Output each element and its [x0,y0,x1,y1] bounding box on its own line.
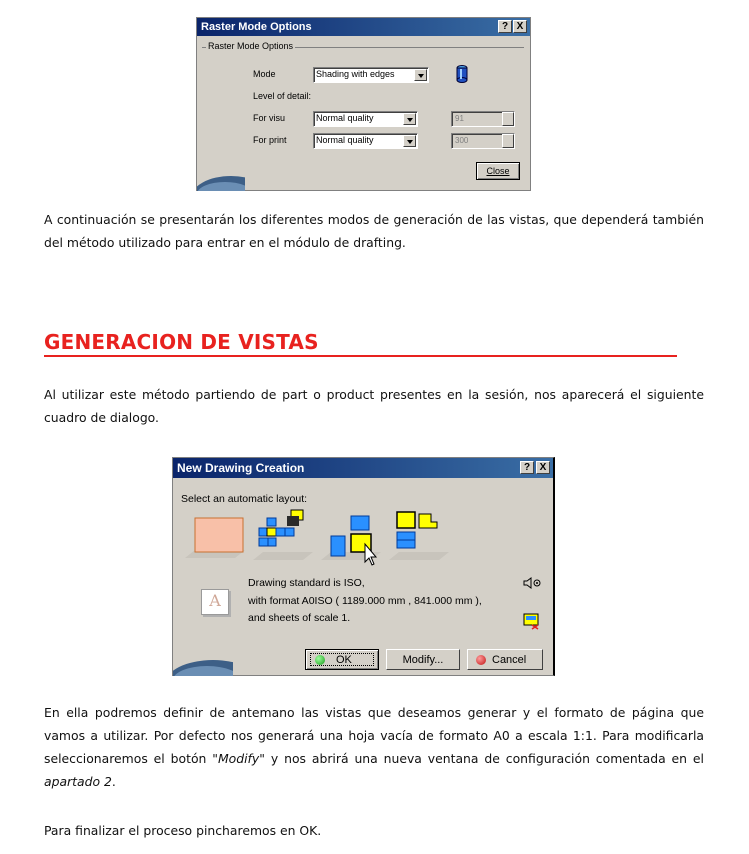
method-paragraph: Al utilizar este método partiendo de part o product presentes en la sesión, nos aparecerá el siguiente cuadro de dialogo. [44,387,704,425]
raster-group-label: Raster Mode Options [208,41,294,51]
raster-close-button[interactable] [476,162,520,180]
sheet-setup-icon[interactable] [522,611,542,631]
layout-all-views-icon[interactable] [253,508,313,564]
visu-spin-arrows-icon[interactable] [502,112,514,126]
print-number-spinner[interactable] [451,133,515,149]
heading-underline [44,355,677,357]
layout-three-views-icon[interactable] [321,514,381,570]
visu-quality-select[interactable] [313,111,418,127]
print-quality-select[interactable] [313,133,418,149]
standard-icon-glyph: A [209,591,221,610]
visu-number-value: 91 [455,114,464,123]
mode-select-chevron-down-icon[interactable] [414,69,427,81]
drawing-dialog-title: New Drawing Creation [177,461,305,475]
cancel-button[interactable] [467,649,543,670]
para3-part-c: . [111,774,116,789]
intro-paragraph: A continuación se presentarán los diferentes modos de generación de las vistas, que dependerá también del método utilizado para entrar en el módulo de drafting. [44,212,704,250]
visu-chevron-down-icon[interactable] [403,113,416,125]
print-number-value: 300 [455,136,469,145]
section-heading: GENERACION DE VISTAS [44,330,319,354]
drawing-globe-decoration-icon [173,646,233,676]
visu-quality-value: Normal quality [316,113,374,123]
raster-mode-dialog [196,17,531,191]
globe-decoration-icon [197,164,245,191]
info-scale-line: and sheets of scale 1. [248,612,351,624]
speaker-icon[interactable] [522,576,542,590]
raster-close-button-label: Close [486,166,510,176]
definition-paragraph [44,701,704,793]
apartado-reference: apartado 2 [44,774,112,789]
para3-part-a: En ella podremos definir de antemano las vistas que deseamos generar y el formato de página que vamos a utilizar. Por defecto nos generará una hoja vacía de formato A0 a escala 1:1. Para modificarla seleccionaremos el botón [44,705,704,766]
cancel-red-icon [476,655,486,665]
mode-select[interactable] [313,67,429,83]
visu-number-spinner[interactable] [451,111,515,127]
layout-empty-sheet-icon[interactable] [183,514,247,562]
info-standard-line: Drawing standard is ISO, [248,577,365,589]
drawing-dialog-titlebar [173,458,553,478]
for-print-label: For print [253,135,287,145]
raster-dialog-titlebar [197,18,530,36]
info-format-line: with format A0ISO ( 1189.000 mm , 841.000 mm ), [248,594,482,607]
print-quality-value: Normal quality [316,135,374,145]
ok-button-label: OK [336,654,352,666]
drawing-help-button[interactable]: ? [520,461,534,474]
shading-mode-icon [455,65,469,83]
final-paragraph: Para finalizar el proceso pincharemos en OK. [44,823,322,838]
print-chevron-down-icon[interactable] [403,135,416,147]
layout-label: Select an automatic layout: [181,493,308,505]
raster-help-button[interactable]: ? [498,20,512,33]
raster-group-box [202,47,524,168]
cancel-button-label: Cancel [492,654,527,666]
new-drawing-dialog [172,457,555,676]
modify-quote: "Modify" [212,751,265,766]
layout-alt-views-icon[interactable] [387,508,451,564]
drawing-close-x-button[interactable]: X [536,461,550,474]
raster-close-x-button[interactable]: X [513,20,527,33]
modify-button-label: Modify... [402,654,444,666]
mode-label: Mode [253,69,276,79]
ok-button[interactable] [305,649,379,670]
drawing-info-text [248,575,482,628]
for-visu-label: For visu [253,113,286,123]
para3-part-b: y nos abrirá una nueva ventana de configuración comentada en el [264,751,704,766]
standard-icon [201,589,229,615]
modify-button[interactable] [386,649,460,670]
print-spin-arrows-icon[interactable] [502,134,514,148]
raster-dialog-title: Raster Mode Options [201,21,312,33]
level-of-detail-label: Level of detail: [253,91,312,101]
mode-select-value: Shading with edges [316,69,395,79]
